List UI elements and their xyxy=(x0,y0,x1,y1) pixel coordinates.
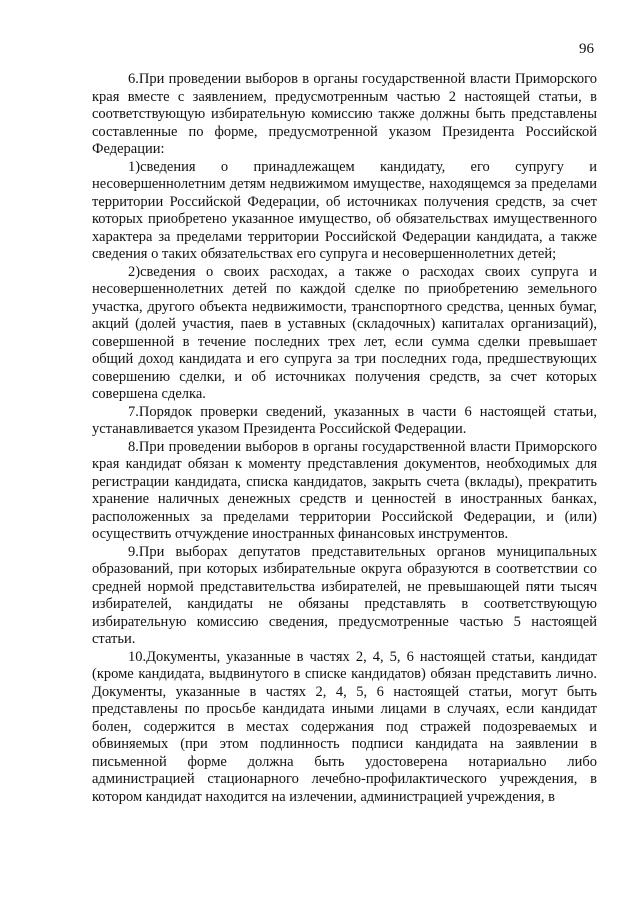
document-body xyxy=(92,71,597,806)
paragraph-part-10: 10.Документы, указанные в частях 2, 4, 5, 6 настоящей статьи, кандидат (кроме кандидата, выдвинутого в списке кандидатов) обязан представить лично. Документы, указанные в частях 2, 4, 5, 6 настоящей статьи, могут быть представлены по просьбе кандидата иными лицами в случаях, если кандидат болен, содержится в местах содержания под стражей подозреваемых и обвиняемых (при этом подлинность подписи кандидата на заявлении в письменной форме должна быть удостоверена нотариально либо администрацией стационарного лечебно-профилактического учреждения, в котором кандидат находится на излечении, администрацией учреждения, в xyxy=(92,648,597,805)
paragraph-part-7: 7.Порядок проверки сведений, указанных в части 6 настоящей статьи, устанавливается указом Президента Российской Федерации. xyxy=(92,403,597,437)
paragraph-part-6: 6.При проведении выборов в органы государственной власти Приморского края вместе с заявлением, предусмотренным частью 2 настоящей статьи, в соответствующую избирательную комиссию также должны быть представлены составленные по форме, предусмотренной указом Президента Российской Федерации: xyxy=(92,71,597,157)
paragraph-part-9: 9.При выборах депутатов представительных органов муниципальных образований, при которых избирательные округа образуются в соответствии со средней нормой представительства избирателей, не превышающей пяти тысяч избирателей, кандидаты не обязаны представлять в соответствующую избирательную комиссию сведения, предусмотренные частью 5 настоящей статьи. xyxy=(92,543,597,647)
paragraph-item-2: 2)сведения о своих расходах, а также о расходах своих супруга и несовершеннолетних детей по каждой сделке по приобретению земельного участка, другого объекта недвижимости, транспортного средства, ценных бумаг, акций (долей участия, паев в уставных (складочных) капиталах организаций), совершенной в течение последних трех лет, если сумма сделки превышает общий доход кандидата и его супруга за три последних года, предшествующих совершению сделки, и об источниках получения средств, за счет которых совершена сделка. xyxy=(92,263,597,402)
paragraph-part-8: 8.При проведении выборов в органы государственной власти Приморского края кандидат обязан к моменту представления документов, необходимых для регистрации кандидата, списка кандидатов, закрыть счета (вклады), прекратить хранение наличных денежных средств и ценностей в иностранных банках, расположенных за пределами территории Российской Федерации, и (или) осуществить отчуждение иностранных финансовых инструментов. xyxy=(92,438,597,542)
paragraph-item-1: 1)сведения о принадлежащем кандидату, его супругу и несовершеннолетним детям недвижимом имуществе, находящемся за пределами территории Российской Федерации, об источниках получения средств, за счет которых приобретено указанное имущество, об обязательствах имущественного характера за пределами территории Российской Федерации кандидата, а также сведения о таких обязательствах его супруга и несовершеннолетних детей; xyxy=(92,158,597,262)
page-number: 96 xyxy=(579,41,594,57)
